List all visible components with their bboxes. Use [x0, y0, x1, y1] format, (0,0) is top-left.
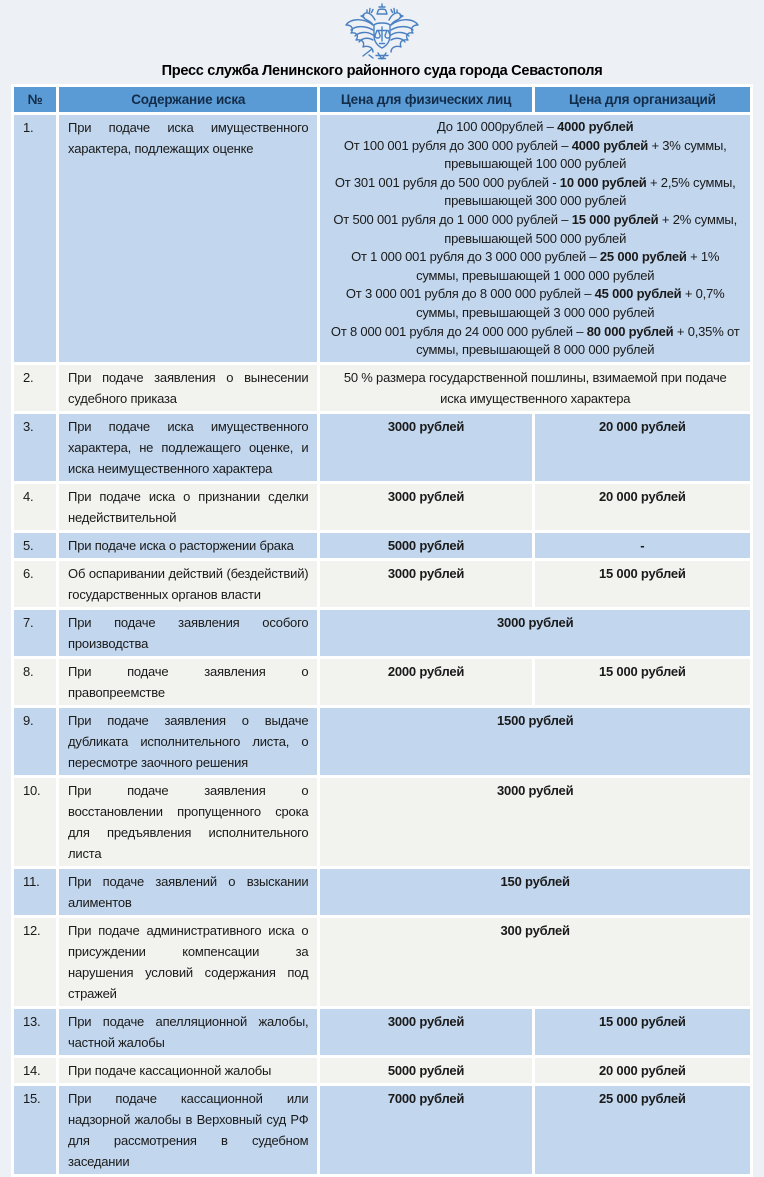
price-individuals-cell: 7000 рублей	[320, 1086, 531, 1174]
row-number: 2.	[14, 365, 56, 411]
fee-schedule-line: От 500 001 рубля до 1 000 000 рублей – 15 000 рублей + 2% суммы, превышающей 500 000 рублей	[333, 211, 737, 246]
price-organizations-cell: -	[535, 533, 750, 558]
merged-price-cell: 3000 рублей	[320, 778, 750, 866]
table-row	[14, 365, 750, 411]
claim-text: При подаче иска имущественного характера, подлежащих оценке	[59, 115, 317, 362]
fee-schedule-line: От 301 001 рубля до 500 000 рублей - 10 000 рублей + 2,5% суммы, превышающей 300 000 рублей	[334, 174, 736, 209]
fee-schedule-line: От 8 000 001 рубля до 24 000 000 рублей – 80 000 рублей + 0,35% от суммы, превышающей 8 000 000 рублей	[330, 323, 740, 358]
row-number: 5.	[14, 533, 56, 558]
row-number: 6.	[14, 561, 56, 607]
row-number: 14.	[14, 1058, 56, 1083]
header-row	[14, 87, 750, 112]
row-number: 1.	[14, 115, 56, 362]
fee-table-body	[14, 115, 750, 1174]
price-organizations-cell: 20 000 рублей	[535, 414, 750, 481]
table-row	[14, 414, 750, 481]
claim-text: При подаче иска о признании сделки недействительной	[59, 484, 317, 530]
claim-text: При подаче иска имущественного характера, не подлежащего оценке, и иска неимущественного характера	[59, 414, 317, 481]
claim-text: Об оспаривании действий (бездействий) государственных органов власти	[59, 561, 317, 607]
price-individuals-cell: 3000 рублей	[320, 414, 531, 481]
table-row	[14, 610, 750, 656]
fee-schedule-line: От 100 001 рубля до 300 000 рублей – 4000 рублей + 3% суммы, превышающей 100 000 рублей	[343, 137, 727, 172]
claim-text: При подаче заявления о выдаче дубликата исполнительного листа, о пересмотре заочного решения	[59, 708, 317, 775]
fee-schedule-line: До 100 000рублей – 4000 рублей	[436, 119, 634, 134]
table-row	[14, 1058, 750, 1083]
row-number: 15.	[14, 1086, 56, 1174]
table-row	[14, 484, 750, 530]
table-row	[14, 918, 750, 1006]
price-individuals-cell: 3000 рублей	[320, 484, 531, 530]
page-title: Пресс служба Ленинского районного суда города Севастополя	[161, 62, 603, 79]
column-header-claim: Содержание иска	[59, 87, 317, 112]
price-organizations-cell: 15 000 рублей	[535, 659, 750, 705]
claim-text: При подаче заявлений о взыскании алиментов	[59, 869, 317, 915]
price-organizations-cell: 25 000 рублей	[535, 1086, 750, 1174]
price-organizations-cell: 20 000 рублей	[535, 484, 750, 530]
row-number: 8.	[14, 659, 56, 705]
row-number: 7.	[14, 610, 56, 656]
price-individuals-cell: 5000 рублей	[320, 1058, 531, 1083]
claim-text: При подаче кассационной или надзорной жалобы в Верховный суд РФ для рассмотрения в судебном заседании	[59, 1086, 317, 1174]
row-number: 11.	[14, 869, 56, 915]
price-organizations-cell: 15 000 рублей	[535, 1009, 750, 1055]
merged-price-cell: 50 % размера государственной пошлины, взимаемой при подаче иска имущественного характера	[320, 365, 750, 411]
claim-text: При подаче апелляционной жалобы, частной жалобы	[59, 1009, 317, 1055]
fee-schedule-cell	[320, 115, 750, 362]
row-number: 3.	[14, 414, 56, 481]
merged-price-cell: 300 рублей	[320, 918, 750, 1006]
claim-text: При подаче кассационной жалобы	[59, 1058, 317, 1083]
row-number: 13.	[14, 1009, 56, 1055]
claim-text: При подаче заявления особого производства	[59, 610, 317, 656]
row-number: 9.	[14, 708, 56, 775]
row-number: 10.	[14, 778, 56, 866]
merged-price-cell: 150 рублей	[320, 869, 750, 915]
fee-schedule-line: От 3 000 001 рубля до 8 000 000 рублей – 45 000 рублей + 0,7% суммы, превышающей 3 000 000 рублей	[345, 286, 725, 320]
price-individuals-cell: 3000 рублей	[320, 1009, 531, 1055]
price-individuals-cell: 3000 рублей	[320, 561, 531, 607]
column-header-individuals: Цена для физических лиц	[320, 87, 531, 112]
price-individuals-cell: 5000 рублей	[320, 533, 531, 558]
column-header-number: №	[14, 87, 56, 112]
table-row	[14, 778, 750, 866]
claim-text: При подаче заявления о правопреемстве	[59, 659, 317, 705]
table-row	[14, 115, 750, 362]
row-number: 12.	[14, 918, 56, 1006]
court-fees-table	[11, 84, 753, 1177]
fee-schedule-line: От 1 000 001 рубля до 3 000 000 рублей – 25 000 рублей + 1% суммы, превышающей 1 000 000 рублей	[351, 249, 720, 283]
row-number: 4.	[14, 484, 56, 530]
table-row	[14, 533, 750, 558]
price-organizations-cell: 20 000 рублей	[535, 1058, 750, 1083]
price-organizations-cell: 15 000 рублей	[535, 561, 750, 607]
table-row	[14, 561, 750, 607]
merged-price-cell: 1500 рублей	[320, 708, 750, 775]
claim-text: При подаче заявления о восстановлении пропущенного срока для предъявления исполнительного листа	[59, 778, 317, 866]
claim-text: При подаче заявления о вынесении судебного приказа	[59, 365, 317, 411]
table-row	[14, 659, 750, 705]
table-row	[14, 869, 750, 915]
document-header	[0, 0, 764, 79]
table-row	[14, 708, 750, 775]
claim-text: При подаче иска о расторжении брака	[59, 533, 317, 558]
table-row	[14, 1086, 750, 1174]
table-row	[14, 1009, 750, 1055]
claim-text: При подаче административного иска о присуждении компенсации за нарушения условий содержания под стражей	[59, 918, 317, 1006]
merged-price-cell: 3000 рублей	[320, 610, 750, 656]
column-header-organizations: Цена для организаций	[535, 87, 750, 112]
table-header	[14, 87, 750, 112]
price-individuals-cell: 2000 рублей	[320, 659, 531, 705]
court-emblem-icon	[342, 3, 422, 61]
